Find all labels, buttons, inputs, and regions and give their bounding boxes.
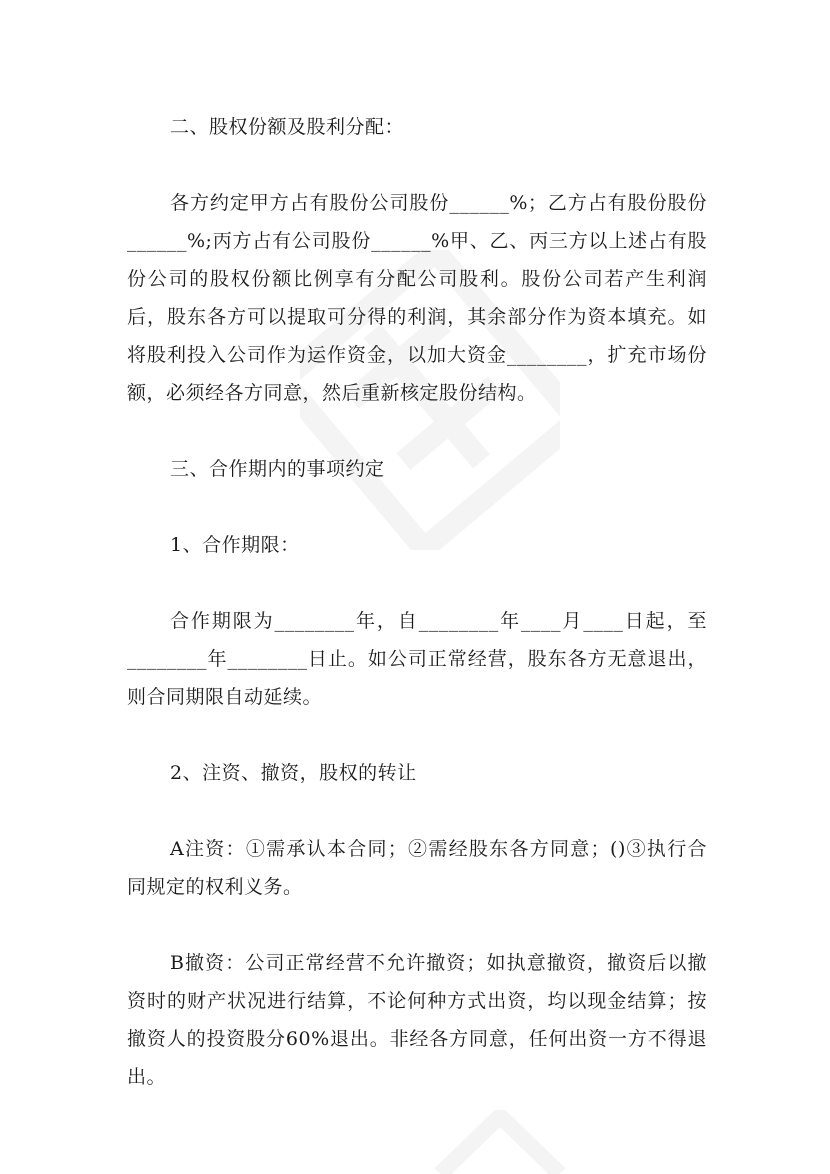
paragraph-cooperation-term: 合作期限为________年，自________年____月____日起，至________年________日止。如公司正常经营，股东各方无意退出，则合同期限自动延续。 (127, 610, 707, 708)
subheading-cooperation-term: 1、合作期限： (170, 534, 300, 556)
section-heading-cooperation-matters: 三、合作期内的事项约定 (170, 458, 385, 480)
paragraph-capital-withdrawal: B撤资：公司正常经营不允许撤资；如执意撤资，撤资后以撤资时的财产状况进行结算，不论何种方式出资，均以现金结算；按撤资人的投资股分60%退出。非经各方同意，任何出资一方不得退出。 (127, 952, 707, 1088)
subheading-capital-changes: 2、注资、撤资，股权的转让 (170, 762, 417, 784)
paragraph-equity-distribution: 各方约定甲方占有股份公司股份______%；乙方占有股份股份______%;丙方占有公司股份______%甲、乙、丙三方以上述占有股份公司的股权份额比例享有分配公司股利。股份公司若产生利润后，股东各方可以提取可分得的利润，其余部分作为资本填充。如将股利投入公司作为运作资金，以加大资金________，扩充市场份额，必须经各方同意，然后重新核定股份结构。 (127, 192, 707, 404)
section-heading-equity: 二、股权份额及股利分配： (170, 116, 405, 138)
paragraph-capital-injection: A注资：①需承认本合同；②需经股东各方同意；()③执行合同规定的权利义务。 (127, 838, 707, 898)
document-body (127, 108, 707, 1134)
